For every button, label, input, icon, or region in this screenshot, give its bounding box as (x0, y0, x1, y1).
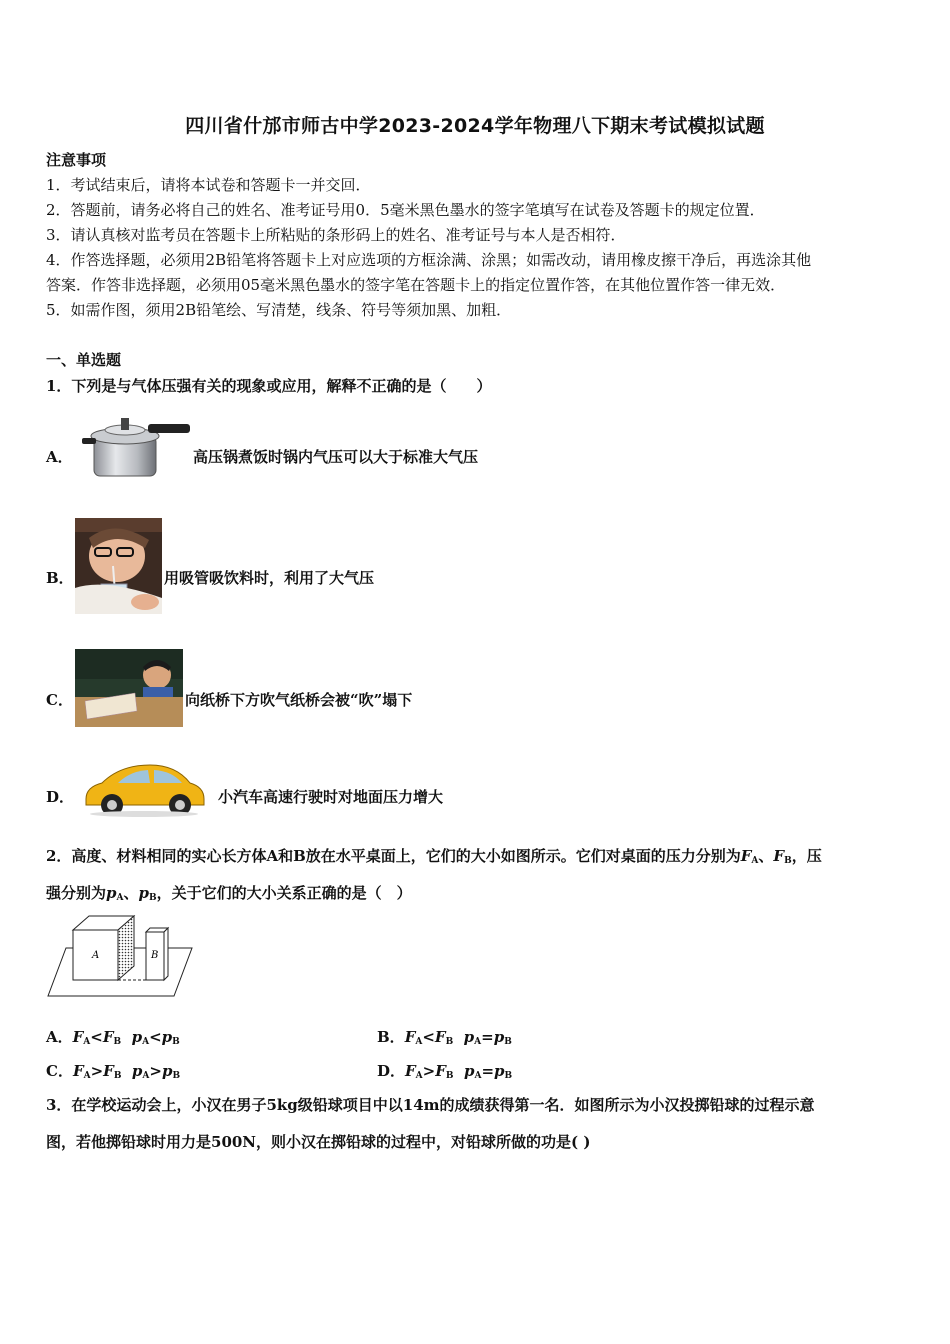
question-2-stem-line1: 2．高度、材料相同的实心长方体A和B放在水平桌面上，它们的大小如图所示。它们对桌面的压力分别为$F_A$、$F_B$，压 (46, 847, 822, 866)
note-item: 答案．作答非选择题，必须用05毫米黑色墨水的签字笔在答题卡上的指定位置作答，在其他位置作答一律无效． (46, 276, 786, 294)
straw-drinking-photo (75, 518, 162, 614)
question-2-stem-line2: 强分别为$p_A$、$p_B$，关于它们的大小关系正确的是（ ） (46, 884, 412, 903)
option-text: 向纸桥下方吹气纸桥会被“吹”塌下 (185, 691, 413, 709)
blocks-diagram (46, 912, 194, 998)
option-letter: B． (46, 569, 74, 587)
q2-option-b: B．$F_A<F_B$ $p_A=p_B$ (377, 1028, 512, 1047)
pressure-cooker-image (78, 410, 192, 482)
option-letter: D． (46, 788, 75, 806)
note-item: 3．请认真核对监考员在答题卡上所粘贴的条形码上的姓名、准考证号与本人是否相符． (46, 226, 626, 244)
q2-option-d: D．$F_A>F_B$ $p_A=p_B$ (377, 1062, 513, 1081)
note-item: 5．如需作图，须用2B铅笔绘、写清楚，线条、符号等须加黑、加粗． (46, 301, 512, 319)
question-1-stem: 1．下列是与气体压强有关的现象或应用，解释不正确的是（ ） (46, 377, 492, 395)
question-3-line2: 图，若他掷铅球时用力是500N，则小汉在掷铅球的过程中，对铅球所做的功是( ) (46, 1133, 591, 1151)
option-letter: A． (46, 448, 73, 466)
question-3-line1: 3．在学校运动会上，小汉在男子5kg级铅球项目中以14m的成绩获得第一名．如图所示为小汉投掷铅球的过程示意 (46, 1096, 815, 1114)
note-item: 4．作答选择题，必须用2B铅笔将答题卡上对应选项的方框涂满、涂黑；如需改动，请用橡皮擦干净后，再选涂其他 (46, 251, 812, 269)
option-text: 小汽车高速行驶时对地面压力增大 (218, 788, 444, 806)
page-title: 四川省什邡市师古中学2023-2024学年物理八下期末考试模拟试题 (185, 115, 765, 137)
car-image (80, 761, 208, 817)
section-heading: 一、单选题 (46, 351, 122, 369)
q2-option-c: C．$F_A>F_B$ $p_A>p_B$ (46, 1062, 181, 1081)
block-b-label: B (151, 950, 159, 961)
option-text: 高压锅煮饭时锅内气压可以大于标准大气压 (193, 448, 479, 466)
block-a-label: A (92, 950, 100, 961)
note-item: 1．考试结束后，请将本试卷和答题卡一并交回． (46, 176, 371, 194)
paper-bridge-photo (75, 649, 183, 727)
note-item: 2．答题前，请务必将自己的姓名、准考证号用0．5毫米黑色墨水的签字笔填写在试卷及答题卡的规定位置． (46, 201, 765, 219)
option-letter: C． (46, 691, 73, 709)
option-text: 用吸管吸饮料时，利用了大气压 (164, 569, 375, 587)
notes-heading: 注意事项 (46, 151, 107, 169)
q2-option-a: A．$F_A<F_B$ $p_A<p_B$ (46, 1028, 180, 1047)
